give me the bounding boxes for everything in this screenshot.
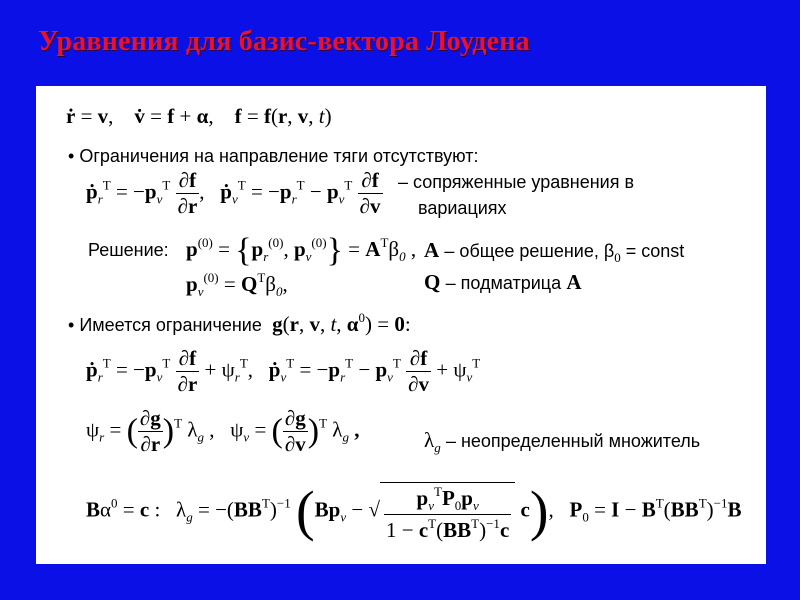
- multiplier-note: $\lambda_g$ – неопределенный множитель: [424, 428, 701, 455]
- general-solution-text: – общее решение, β: [444, 241, 615, 261]
- submatrix-text: – подматрица: [445, 273, 562, 293]
- equation-motion: ṙ = v, v̇ = f + α, f = f(r, v, t): [66, 104, 332, 128]
- multiplier-text: – неопределенный множитель: [445, 431, 701, 451]
- bullet-constraint: • Имеется ограничение g(r, v, t, $\alpha^0) = 0$:: [68, 310, 411, 336]
- equation-conjugate-constraint: ṗ$_r^T$ = $-p_v^T$ $\frac{\partial f}{\partial r}$ + $\psi_r^T$, ṗ$_v^T$ = $-p_r^T - p_v^T$ $\frac{\partial f}{\partial v}$ + $\psi_v^T$: [86, 346, 481, 396]
- bullet-text: Ограничения на направление тяги отсутствуют:: [79, 146, 479, 166]
- const-text: = const: [620, 241, 685, 261]
- presentation-icon: [608, 536, 638, 562]
- equation-lambda: $B\alpha^0 = c$ : $\lambda_g = -(BB^T)^{-1}$ ($Bp_v$ − √ $\frac{p_v^TP_0p_v}{1 - c^T(BB^T)^{-1}c}$ c), $P_0 = I - B^T(BB^T)^{-1}B$: [86, 480, 742, 543]
- watermark: [608, 534, 721, 562]
- general-solution-note: A – общее решение, $\beta_0$ = const: [424, 238, 685, 265]
- slide-title: Уравнения для базис-вектора Лоудена: [38, 26, 530, 57]
- conjugate-note-line1: – сопряженные уравнения в: [398, 172, 635, 192]
- equation-solution-2: $p_v^{(0)} = Q^T\beta_0$,: [186, 270, 288, 299]
- bullet-dot: •: [68, 146, 75, 166]
- submatrix-note: Q – подматрица A: [424, 270, 582, 294]
- bullet-dot: •: [68, 315, 75, 335]
- equation-solution-1: $p^{(0)} = \{p_r^{(0)}$, $p_v^{(0)}\} = A^T\beta_0$ ,: [186, 232, 417, 269]
- bullet-no-constraints: [68, 146, 478, 167]
- equation-conjugate: ṗ$_r^T$ = $-p_v^T$ $\frac{\partial f}{\partial r}$ , ṗ$_v^T$ = $-p_r^T - p_v^T$ $\frac{\partial f}{\partial v}$: [86, 168, 381, 218]
- watermark-text: Shared: [644, 534, 722, 561]
- conjugate-note-line2: вариациях: [418, 198, 507, 218]
- bullet-text: Имеется ограничение: [79, 315, 262, 335]
- equation-psi: $\psi_r$ = ( $\frac{\partial g}{\partial r}$ )$^T$ $\lambda_g$ , $\psi_v$ = ( $\frac{\partial g}{\partial v}$ )$^T$ $\lambda_g$ ,: [86, 406, 360, 456]
- content-panel: [36, 86, 766, 564]
- solution-label: Решение:: [88, 240, 169, 260]
